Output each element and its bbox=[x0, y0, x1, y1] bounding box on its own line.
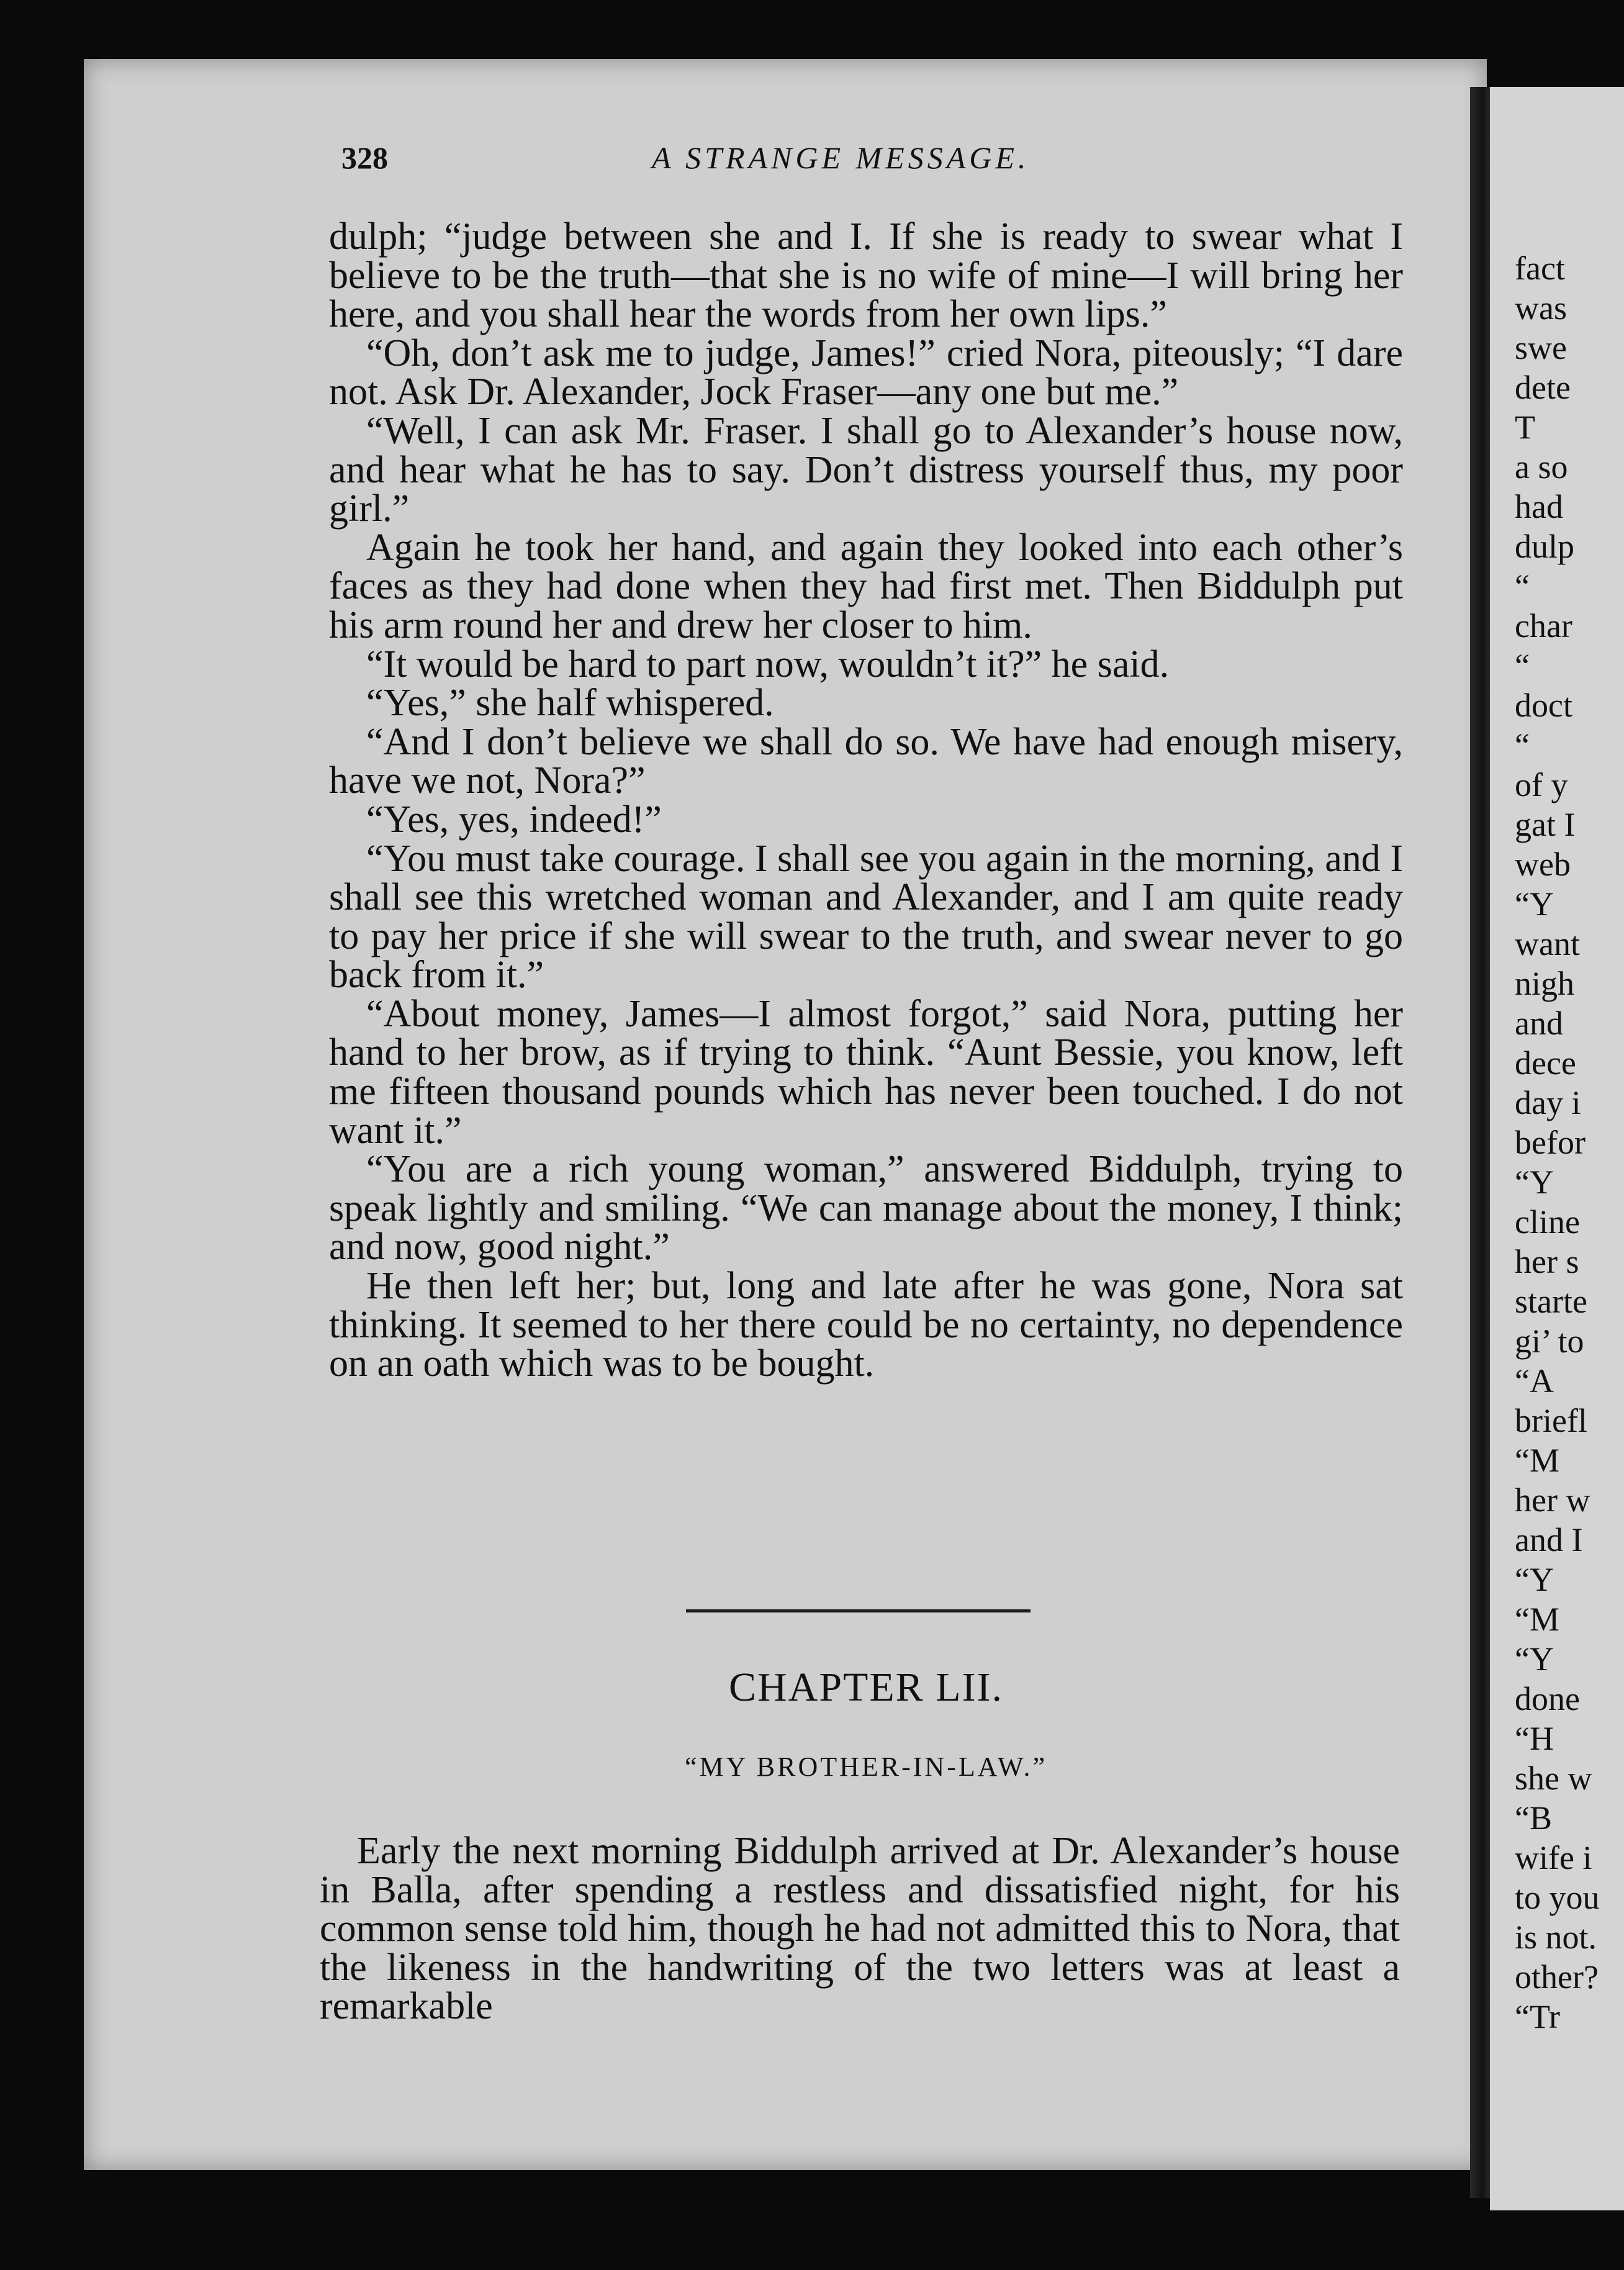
body-paragraph: “It would be hard to part now, wouldn’t it?” he said. bbox=[366, 643, 1170, 685]
body-paragraph: dulph; “judge between she and I. If she is ready to swear what I believe to be the truth—that she is no wife of mine—I will bring her here, and you shall hear the words from her own lips.” bbox=[329, 215, 1403, 336]
right-page-fragment: wife i bbox=[1515, 1839, 1592, 1876]
right-page-fragment: her w bbox=[1515, 1481, 1590, 1519]
right-page-fragment: was bbox=[1515, 289, 1567, 327]
right-page-fragment: dete bbox=[1515, 369, 1571, 406]
body-paragraph: “Yes,” she half whispered. bbox=[366, 682, 774, 725]
running-head: A STRANGE MESSAGE. bbox=[652, 140, 1030, 175]
right-page-fragment: “A bbox=[1515, 1362, 1554, 1400]
right-page-fragment: and I bbox=[1515, 1521, 1583, 1558]
right-page-fragment: befor bbox=[1515, 1124, 1586, 1161]
right-page-fragment: doct bbox=[1515, 687, 1572, 724]
right-page-fragment: she w bbox=[1515, 1760, 1592, 1797]
right-page-fragment: gat I bbox=[1515, 806, 1576, 843]
right-page-text bbox=[1515, 248, 1624, 2037]
right-page-fragment: char bbox=[1515, 607, 1572, 644]
chapter-title: CHAPTER LII. bbox=[729, 1665, 1003, 1710]
right-page-fragment: “Y bbox=[1515, 1164, 1554, 1201]
right-page-fragment: “Y bbox=[1515, 885, 1554, 923]
right-page-fragment: “ bbox=[1515, 647, 1530, 684]
body-paragraph: “Yes, yes, indeed!” bbox=[366, 798, 662, 841]
right-page-fragment: dece bbox=[1515, 1044, 1576, 1082]
right-page-fragment: briefl bbox=[1515, 1402, 1587, 1439]
right-page-fragment: starte bbox=[1515, 1283, 1587, 1320]
right-page-fragment: cline bbox=[1515, 1203, 1580, 1241]
right-page-fragment: day i bbox=[1515, 1084, 1581, 1121]
body-text bbox=[329, 217, 1403, 1383]
right-page-fragment: “M bbox=[1515, 1601, 1559, 1638]
right-page-fragment: swe bbox=[1515, 329, 1567, 366]
chapter-body bbox=[320, 1832, 1400, 2026]
body-paragraph: “And I don’t believe we shall do so. We have had enough misery, have we not, Nora?” bbox=[329, 720, 1403, 802]
right-page-fragment: “Tr bbox=[1515, 1998, 1561, 2035]
right-page-fragment: of y bbox=[1515, 766, 1568, 803]
body-paragraph: He then left her; but, long and late after he was gone, Nora sat thinking. It seemed to her there could be no certainty, no dependence on an oath which was to be bought. bbox=[329, 1265, 1403, 1385]
right-page-fragment: is not. bbox=[1515, 1919, 1597, 1956]
right-page-fragment: web bbox=[1515, 846, 1571, 883]
right-page-fragment: “ bbox=[1515, 568, 1530, 605]
right-page-fragment: other? bbox=[1515, 1958, 1599, 1996]
right-page-fragment: her s bbox=[1515, 1243, 1579, 1280]
body-paragraph: Again he took her hand, and again they looked into each other’s faces as they had done when they had first met. Then Biddulph put his arm round her and drew her closer to him. bbox=[329, 526, 1403, 646]
right-page bbox=[1490, 87, 1624, 2210]
right-page-fragment: and bbox=[1515, 1005, 1563, 1042]
section-rule bbox=[686, 1609, 1031, 1612]
right-page-fragment: “H bbox=[1515, 1720, 1554, 1757]
right-page-fragment: nigh bbox=[1515, 965, 1575, 1002]
body-paragraph: “You are a rich young woman,” answered Biddulph, trying to speak lightly and smiling. “We can manage about the money, I think; and now, good night.” bbox=[329, 1148, 1403, 1268]
right-page-fragment: a so bbox=[1515, 448, 1568, 486]
right-page-fragment: done bbox=[1515, 1680, 1580, 1717]
right-page-fragment: “Y bbox=[1515, 1640, 1554, 1678]
body-paragraph: “About money, James—I almost forgot,” said Nora, putting her hand to her brow, as if trying to think. “Aunt Bessie, you know, left me fifteen thousand pounds which has never been touched. I do not want it.” bbox=[329, 992, 1403, 1152]
right-page-fragment: dulp bbox=[1515, 528, 1575, 565]
right-page-fragment: “B bbox=[1515, 1799, 1552, 1837]
right-page-fragment: “Y bbox=[1515, 1561, 1554, 1598]
right-page-fragment: “ bbox=[1515, 726, 1530, 764]
body-paragraph: “Well, I can ask Mr. Fraser. I shall go to Alexander’s house now, and hear what he has to say. Don’t distress yourself thus, my poor girl.” bbox=[329, 409, 1403, 530]
chapter-opening-paragraph: Early the next morning Biddulph arrived at Dr. Alexander’s house in Balla, after spending a restless and dissatisfied night, for his common sense told him, though he had not admitted this to Nora, that the likeness in the handwriting of the two letters was at least a remarkable bbox=[320, 1830, 1400, 2028]
chapter-subtitle: “MY BROTHER-IN-LAW.” bbox=[684, 1752, 1048, 1782]
right-page-fragment: want bbox=[1515, 925, 1580, 962]
body-paragraph: “Oh, don’t ask me to judge, James!” cried Nora, piteously; “I dare not. Ask Dr. Alexander, Jock Fraser—any one but me.” bbox=[329, 332, 1403, 414]
page-number: 328 bbox=[341, 140, 388, 175]
body-paragraph: “You must take courage. I shall see you again in the morning, and I shall see this wretched woman and Alexander, and I am quite ready to pay her price if she will swear to the truth, and swear never to go back from it.” bbox=[329, 837, 1403, 997]
right-page-fragment: had bbox=[1515, 488, 1563, 525]
right-page-fragment: “M bbox=[1515, 1442, 1559, 1479]
right-page-fragment: to you bbox=[1515, 1879, 1600, 1916]
right-page-fragment: gi’ to bbox=[1515, 1323, 1584, 1360]
page-header bbox=[341, 140, 1577, 183]
right-page-fragment: fact bbox=[1515, 250, 1565, 287]
right-page-fragment: T bbox=[1515, 409, 1535, 446]
